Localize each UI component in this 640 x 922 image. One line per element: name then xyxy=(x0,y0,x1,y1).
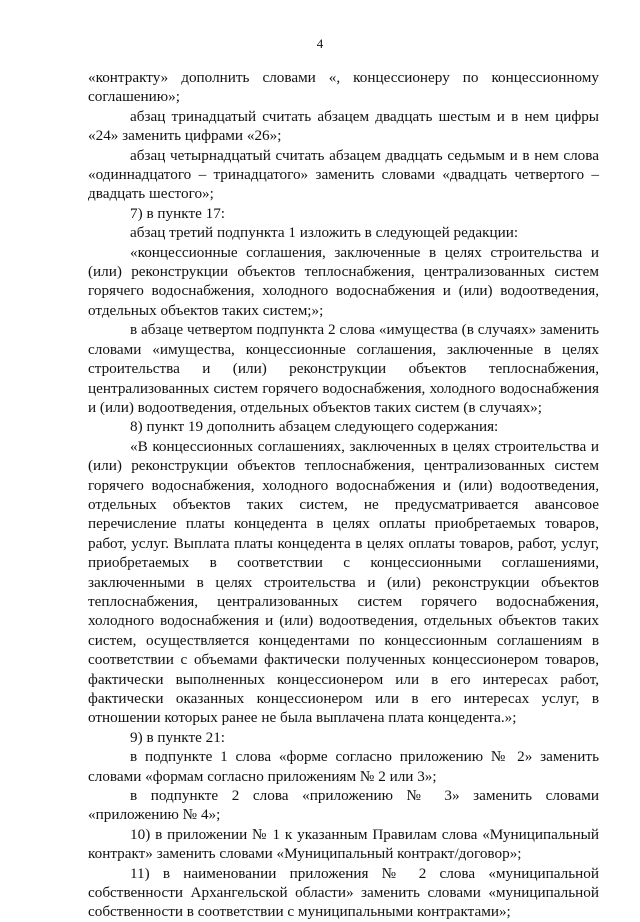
paragraph-item-11: 11) в наименовании приложения № 2 слова «муниципальной собственности Архангельской области» заменить словами «муниципальной собственности в соответствии с муниципальными контрактами»; xyxy=(88,864,599,921)
paragraph-abzac-14: абзац четырнадцатый считать абзацем двадцать седьмым и в нем слова «одиннадцатого – тринадцатого» заменить словами «двадцать четвертого – двадцать шестого»; xyxy=(88,146,599,203)
paragraph-item-9-heading: 9) в пункте 21: xyxy=(130,728,226,746)
paragraph-contract-continuation: «контракту» дополнить словами «, концессионеру по концессионному соглашению»; xyxy=(88,69,599,106)
paragraph-item-7-subpoint-1: абзац третий подпункта 1 изложить в следующей редакции: xyxy=(130,224,519,242)
paragraph-item-9-subpoint-1: в подпункте 1 слова «форме согласно приложению № 2» заменить словами «формам согласно приложениям № 2 или 3»; xyxy=(88,748,599,785)
paragraph-abzac-13: абзац тринадцатый считать абзацем двадцать шестым и в нем цифры «24» заменить цифрами «26»; xyxy=(88,107,599,145)
paragraph-item-8-quote: «В концессионных соглашениях, заключенных в целях строительства и (или) реконструкции объектов теплоснабжения, централизованных систем горячего водоснабжения, холодного водоснабжения и (или) водоотведения, отдельных объектов таких систем, не предусматривается авансовое перечисление платы концедента в целях оплаты приобретаемых товаров, работ, услуг. Выплата платы концедента в целях оплаты товаров, работ, услуг, приобретаемых в соответствии с концессионными соглашениями, заключенными в целях строительства и (или) реконструкции объектов теплоснабжения, централизованных систем горячего водоснабжения, холодного водоснабжения и (или) водоотведения, отдельных объектов таких систем, осуществляется концедентами по концессионным соглашениям в соответствии с объемами фактически полученных концессионером товаров, фактически выполненных концессионером или в его интересах работ, фактически оказанных концессионером или в его интересах услуг, в отношении которых ранее не была выплачена плата концедента.»; xyxy=(88,437,599,727)
page-number: 4 xyxy=(316,36,324,51)
paragraph-item-7-heading: 7) в пункте 17: xyxy=(130,204,226,222)
paragraph-item-9-subpoint-2: в подпункте 2 слова «приложению № 3» заменить словами «приложению № 4»; xyxy=(88,787,599,824)
paragraph-item-8-heading: 8) пункт 19 дополнить абзацем следующего содержания: xyxy=(130,418,499,436)
paragraph-item-7-subpoint-2: в абзаце четвертом подпункта 2 слова «имущества (в случаях» заменить словами «имущества, концессионные соглашения, заключенные в целях строительства и (или) реконструкции объектов теплоснабжения, централизованных систем горячего водоснабжения, холодного водоснабжения и (или) водоотведения, отдельных объектов таких систем (в случаях»; xyxy=(88,321,599,416)
paragraph-item-7-quote: «концессионные соглашения, заключенные в целях строительства и (или) реконструкции объектов теплоснабжения, централизованных систем горячего водоснабжения, холодного водоснабжения и (или) водоотведения, отдельных объектов таких систем;»; xyxy=(88,243,599,319)
paragraph-item-10: 10) в приложении № 1 к указанным Правилам слова «Муниципальный контракт» заменить словами «Муниципальный контракт/договор»; xyxy=(88,825,599,863)
document-body xyxy=(88,68,599,922)
